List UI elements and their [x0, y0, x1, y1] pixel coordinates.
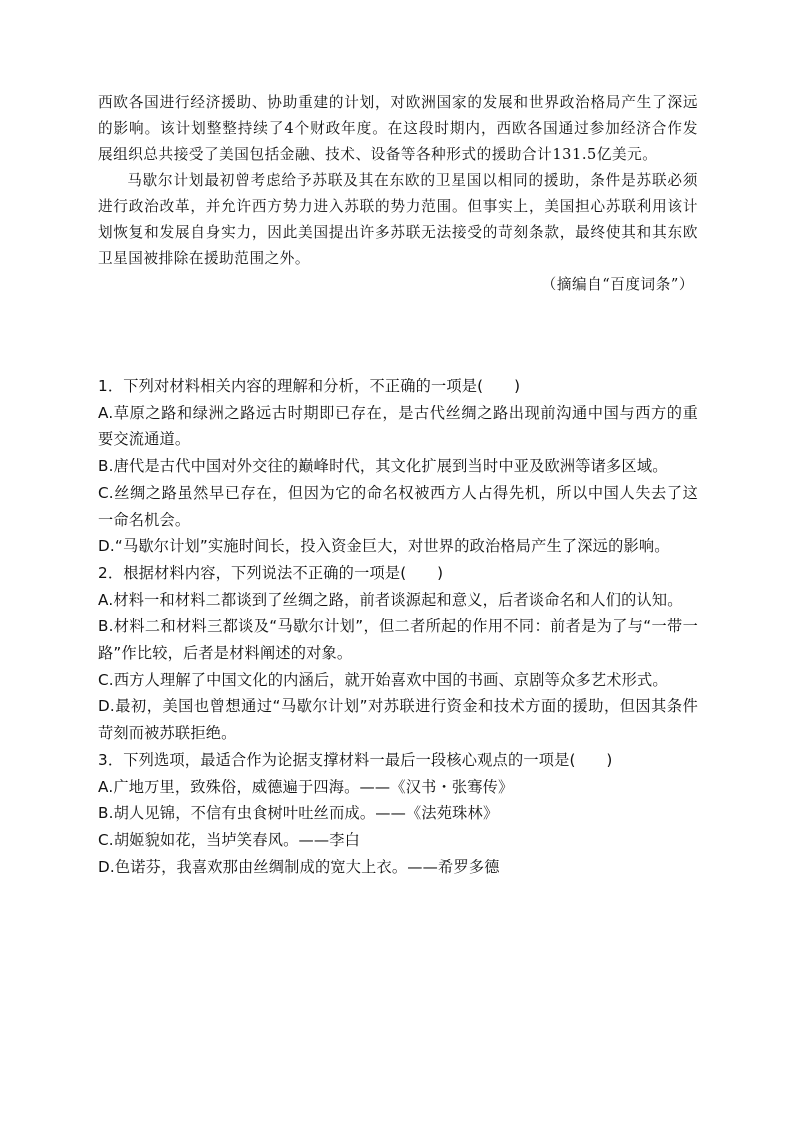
reading-material — [98, 90, 698, 298]
question-option: A.广地万里，致殊俗，威德遍于四海。——《汉书・张骞传》 — [98, 777, 514, 796]
question-option: B.唐代是古代中国对外交往的巅峰时代，其文化扩展到当时中亚及欧洲等诸多区域。 — [98, 457, 668, 476]
question-option: D.色诺芬，我喜欢那由丝绸制成的宽大上衣。——希罗多德 — [98, 857, 500, 876]
question-option: C.胡姬貌如花，当垆笑春风。——李白 — [98, 830, 361, 849]
question-stem: 1．下列对材料相关内容的理解和分析，不正确的一项是( ) — [98, 377, 521, 395]
question-1 — [98, 373, 698, 560]
question-stem: 3．下列选项，最适合作为论据支撑材料一最后一段核心观点的一项是( ) — [98, 750, 613, 769]
question-option: D.“马歇尔计划”实施时间长，投入资金巨大，对世界的政治格局产生了深远的影响。 — [98, 537, 670, 556]
question-option: A.草原之路和绿洲之路远古时期即已存在，是古代丝绸之路出现前沟通中国与西方的重要交流通道。 — [98, 403, 698, 449]
material-source: （摘编自“百度词条”） — [541, 276, 694, 293]
question-option: C.西方人理解了中国文化的内涵后，就开始喜欢中国的书画、京剧等众多艺术形式。 — [98, 670, 668, 689]
question-option: B.材料二和材料三都谈及“马歇尔计划”，但二者所起的作用不同：前者是为了与“一带一路”作比较，后者是材料阐述的对象。 — [98, 617, 698, 663]
material-paragraph: 西欧各国进行经济援助、协助重建的计划，对欧洲国家的发展和世界政治格局产生了深远的影响。该计划整整持续了4个财政年度。在这段时期内，西欧各国通过参加经济合作发展组织总共接受了美国包括金融、技术、设备等各种形式的援助合计131.5亿美元。 — [98, 94, 698, 163]
question-2 — [98, 560, 698, 747]
question-3 — [98, 747, 698, 881]
question-option: D.最初，美国也曾想通过“马歇尔计划”对苏联进行资金和技术方面的援助，但因其条件苛刻而被苏联拒绝。 — [98, 697, 698, 743]
question-option: C.丝绸之路虽然早已存在，但因为它的命名权被西方人占得先机，所以中国人失去了这一命名机会。 — [98, 483, 698, 529]
material-paragraph: 马歇尔计划最初曾考虑给予苏联及其在东欧的卫星国以相同的援助，条件是苏联必须进行政治改革，并允许西方势力进入苏联的势力范围。但事实上，美国担心苏联利用该计划恢复和发展自身实力，因此美国提出许多苏联无法接受的苛刻条款，最终使其和其东欧卫星国被排除在援助范围之外。 — [98, 172, 698, 267]
question-option: A.材料一和材料二都谈到了丝绸之路，前者谈源起和意义，后者谈命名和人们的认知。 — [98, 590, 683, 609]
question-list — [98, 373, 698, 880]
question-stem: 2．根据材料内容，下列说法不正确的一项是( ) — [98, 563, 444, 582]
question-option: B.胡人见锦，不信有虫食树叶吐丝而成。——《法苑珠林》 — [98, 804, 499, 823]
